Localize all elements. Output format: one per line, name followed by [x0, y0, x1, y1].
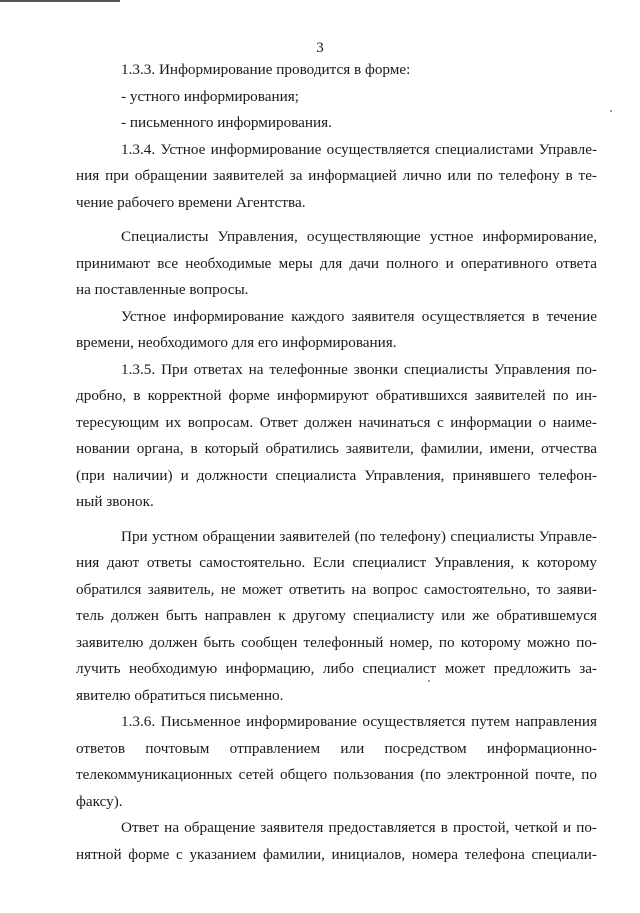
text-line: тересующим их вопросам. Ответ должен начинаться с информации о наиме-: [76, 413, 597, 431]
text-line: дробно, в корректной форме информируют обратившихся заявителей по ин-: [76, 387, 597, 404]
text-line: 1.3.4. Устное информирование осуществляется специалистами Управле-: [121, 140, 597, 158]
text-line: обратился заявитель, не может ответить на вопрос самостоятельно, то заяви-: [76, 580, 597, 598]
text-line: факсу).: [76, 792, 123, 810]
text-line: явителю обратиться письменно.: [76, 686, 284, 704]
text-line: - письменного информирования.: [121, 114, 332, 131]
document-body: [76, 57, 597, 868]
text-line: нятной форме с указанием фамилии, инициалов, номера телефона специали-: [76, 845, 597, 863]
text-line: Устное информирование каждого заявителя осуществляется в течение: [121, 307, 597, 325]
scan-edge-mark: [0, 0, 120, 2]
text-line: - устного информирования;: [121, 87, 299, 105]
text-line: заявителю должен быть сообщен телефонный номер, по которому можно по-: [76, 633, 597, 651]
text-line: 1.3.5. При ответах на телефонные звонки специалисты Управления по-: [121, 360, 597, 378]
text-line: 1.3.3. Информирование проводится в форме:: [121, 61, 411, 78]
text-line: чение рабочего времени Агентства.: [76, 193, 306, 211]
text-line: времени, необходимого для его информирования.: [76, 334, 397, 351]
text-line: тель должен быть направлен к другому специалисту или же обратившемуся: [76, 607, 597, 624]
text-line: ния при обращении заявителей за информацией лично или по телефону в те-: [76, 167, 597, 184]
text-line: новании органа, в который обратились заявители, фамилии, имени, отчества: [76, 440, 597, 457]
page-number: 3: [316, 40, 324, 56]
text-line: ния дают ответы самостоятельно. Если специалист Управления, к которому: [76, 554, 597, 571]
text-line: на поставленные вопросы.: [76, 281, 249, 298]
text-line: Ответ на обращение заявителя предоставляется в простой, четкой и по-: [121, 819, 597, 836]
text-line: ный звонок.: [76, 493, 154, 510]
text-line: телекоммуникационных сетей общего пользования (по электронной почте, по: [76, 766, 597, 783]
text-line: 1.3.6. Письменное информирование осуществляется путем направления: [121, 713, 597, 730]
text-line: ответов почтовым отправлением или посредством информационно-: [76, 739, 597, 757]
text-line: Специалисты Управления, осуществляющие устное информирование,: [121, 228, 597, 245]
text-line: (при наличии) и должности специалиста Управления, принявшего телефон-: [76, 466, 597, 484]
text-line: лучить необходимую информацию, либо специалист может предложить за-: [76, 660, 597, 677]
scan-dust-dot: [610, 110, 612, 112]
text-line: При устном обращении заявителей (по телефону) специалисты Управле-: [121, 527, 597, 545]
text-line: принимают все необходимые меры для дачи полного и оперативного ответа: [76, 254, 597, 272]
